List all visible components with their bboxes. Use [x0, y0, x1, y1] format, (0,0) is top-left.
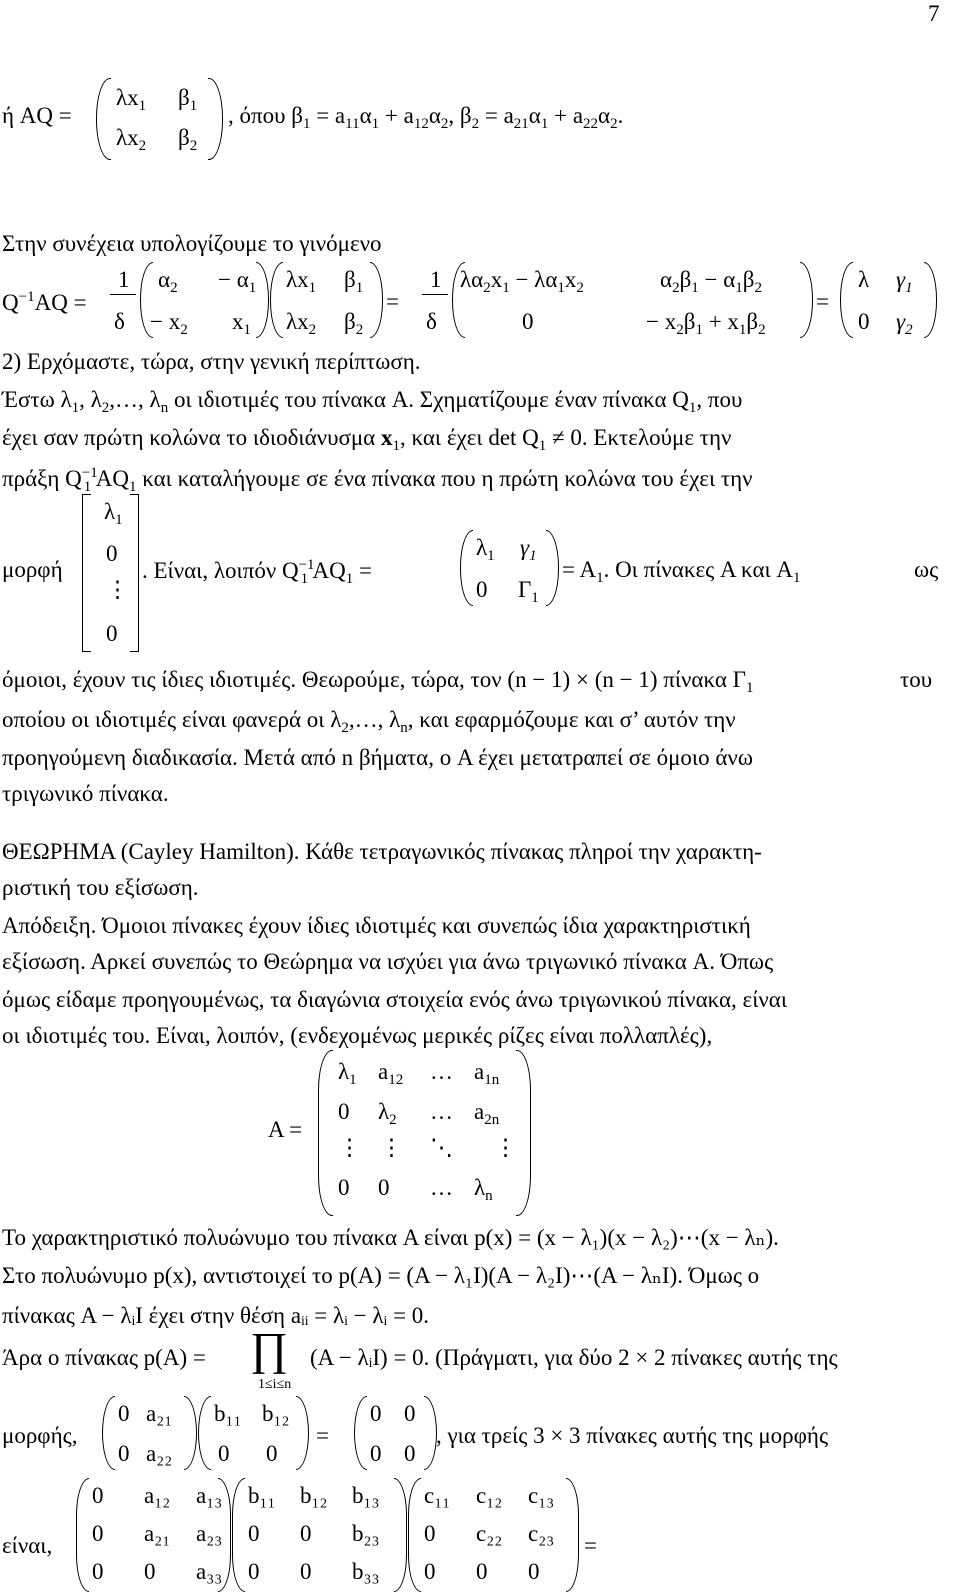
proof-2: εξίσωση. Αρκεί συνεπώς το Θεώρημα να ισχύει για άνω τριγωνικό πίνακα A. Όπως [2, 949, 774, 974]
theorem-end: ριστική του εξίσωση. [2, 875, 199, 900]
paren [370, 262, 383, 338]
cell: … [430, 1175, 453, 1200]
cell: $\gamma_1$ [896, 267, 913, 296]
cell: 0 [106, 621, 118, 646]
matrix-cell: 0 [476, 1559, 488, 1584]
morph-label: μορφή [2, 557, 63, 582]
cell: − $\alpha_1$ [218, 267, 257, 296]
cell: $\beta_1$ [344, 267, 364, 296]
eq-aq-rest: , όπου $\beta_1 = a_{11}\alpha_1 + a_{12}\alpha_2$, $\beta_2 = a_{21}\alpha_1 + a_{22}\alpha_2$. [228, 103, 624, 132]
cell: b₁₂ [262, 1401, 290, 1426]
frac-bar [110, 294, 136, 295]
para-product: Στην συνέχεια υπολογίζουμε το γινόμενο [2, 231, 382, 256]
paren [232, 1478, 245, 1592]
cell: 0 [338, 1175, 350, 1200]
matrix-cell: b₃₃ [352, 1559, 380, 1584]
bracket [130, 494, 139, 652]
prod-text: Άρα ο πίνακας p(A) = [2, 1345, 206, 1370]
frac-den: δ [426, 309, 437, 334]
para-general: 2) Ερχόμαστε, τώρα, στην γενική περίπτωση. [2, 349, 421, 374]
matrix-cell: 0 [300, 1559, 312, 1584]
cell: ⋮ [338, 1135, 361, 1160]
poly-a: Στο πολυώνυμο p(x), αντιστοιχεί το p(A) = (A − λ₁I)(A − λ₂I)⋯(A − λₙI). Όμως ο [2, 1263, 760, 1288]
cell: 0 [404, 1441, 416, 1466]
para-op: πράξη $Q^{-1}_1$ $AQ_1$ και καταλήγουμε σε ένα πίνακα που η πρώτη κολώνα του έχει την [2, 465, 753, 495]
matrix-pos: πίνακας A − λᵢI έχει στην θέση aᵢᵢ = λᵢ − λᵢ = 0. [2, 1303, 430, 1328]
matrix-cell: c₁₃ [528, 1483, 555, 1508]
cell: λ [858, 267, 870, 292]
paren [270, 262, 283, 338]
frac-den: δ [114, 309, 125, 334]
einai: είναι, [2, 1533, 53, 1558]
cell: ⋱ [430, 1135, 453, 1160]
frac-num: 1 [118, 267, 130, 292]
paren [408, 1478, 421, 1592]
cell: $a_{2n}$ [474, 1099, 500, 1128]
cell: a₂₁ [146, 1401, 173, 1426]
paren [394, 1478, 407, 1592]
morph2: μορφής, [2, 1423, 78, 1448]
cell: $\lambda_1$ [104, 499, 123, 528]
matrix-cell: 0 [424, 1521, 436, 1546]
cell: … [430, 1099, 453, 1124]
cell: 0 [404, 1401, 416, 1426]
paren-right [208, 78, 223, 160]
matrix-cell: 0 [300, 1521, 312, 1546]
cell: $\gamma_1$ [520, 535, 537, 564]
cell: $\lambda_1$ [338, 1059, 357, 1088]
cell: 0 [370, 1401, 382, 1426]
matrix-cell: c₁₁ [424, 1483, 451, 1508]
paren [256, 262, 269, 338]
paren [924, 262, 937, 338]
matrix-cell: 0 [92, 1521, 104, 1546]
cell: $a_{12}$ [378, 1059, 404, 1088]
cell: 0 [858, 309, 870, 334]
char-poly: Το χαρακτηριστικό πολυώνυμο του πίνακα A είναι p(x) = (x − λ₁)(x − λ₂)⋯(x − λₙ). [2, 1225, 779, 1250]
cell: $\gamma_2$ [896, 309, 913, 338]
matrix-cell: c₂₂ [476, 1521, 503, 1546]
prod-symbol: ∏ [250, 1323, 288, 1374]
paren [318, 1050, 333, 1216]
matrix-cell: b₁₃ [352, 1483, 380, 1508]
paren [840, 262, 853, 338]
cell: ⋮ [380, 1135, 403, 1160]
prod-range: 1≤i≤n [258, 1377, 292, 1392]
cell: $\lambda x_1$ [286, 267, 317, 296]
paren [566, 1478, 579, 1592]
m-b1: $\beta_1$ [178, 85, 198, 114]
cell: 0 [522, 309, 534, 334]
cell: ⋮ [494, 1135, 517, 1160]
paren [546, 530, 559, 606]
matrix-cell: a₃₃ [196, 1559, 223, 1584]
paren-left [96, 78, 111, 160]
cell: 0 [118, 1401, 130, 1426]
matrix-cell: 0 [248, 1559, 260, 1584]
m-b2: $\beta_2$ [178, 125, 198, 154]
para-let: Έστω $\lambda_1$, $\lambda_2,\dots$, $\lambda_n$ οι ιδιοτιμές του πίνακα A. Σχηματίζουμε έναν πίνακα $Q_1$, που [2, 387, 743, 416]
page-number: 7 [928, 1, 940, 26]
para-similar-end: του [900, 667, 933, 692]
para-similar: όμοιοι, έχουν τις ίδιες ιδιοτιμές. Θεωρούμε, τώρα, τον (n − 1) × (n − 1) πίνακα $\Gamma_1$ [2, 667, 754, 696]
cell: $\lambda_2$ [378, 1099, 397, 1128]
matrix-cell: a₁₂ [144, 1483, 171, 1508]
cell: $a_{1n}$ [474, 1059, 500, 1088]
cell: … [430, 1059, 453, 1084]
paren [460, 530, 473, 606]
eq-text2: = $A_1$. Οι πίνακες A και $A_1$ [562, 557, 801, 586]
matrix-cell: a₁₃ [196, 1483, 223, 1508]
matrix-cell: 0 [248, 1521, 260, 1546]
para-eigvec: έχει σαν πρώτη κολώνα το ιδιοδιάνυσμα $x_1$, και έχει $\det Q_1 \ne 0$. Εκτελούμε την [2, 425, 732, 454]
eq: = [386, 289, 399, 314]
matrix-cell: 0 [528, 1559, 540, 1584]
cell: 0 [338, 1099, 350, 1124]
cell: 0 [106, 541, 118, 566]
cell: − $x_2$ [150, 309, 188, 338]
eq: = [316, 1423, 329, 1448]
cell: 0 [266, 1441, 278, 1466]
cell: a₂₂ [146, 1441, 173, 1466]
paren [354, 1396, 367, 1470]
eq: = [584, 1533, 597, 1558]
paren [296, 1396, 309, 1470]
cell: 0 [118, 1441, 130, 1466]
cell: $\lambda_n$ [474, 1175, 493, 1204]
matrix-cell: 0 [92, 1483, 104, 1508]
cell: $\lambda_1$ [476, 535, 495, 564]
proof-1: Απόδειξη. Όμοιοι πίνακες έχουν ίδιες ιδιοτιμές και συνεπώς ίδια χαρακτηριστική [2, 913, 751, 938]
paren [102, 1396, 115, 1470]
cell: $\alpha_2\beta_1 - \alpha_1\beta_2$ [660, 267, 762, 296]
matrix-cell: c₂₃ [528, 1521, 555, 1546]
proof-3: όμως είδαμε προηγουμένως, τα διαγώνια στοιχεία ενός άνω τριγωνικού πίνακα, είναι [2, 987, 788, 1012]
cell: $x_1$ [232, 309, 251, 338]
para-triangular: τριγωνικό πίνακα. [2, 781, 169, 806]
eq-aq-lhs: ή AQ = [2, 103, 72, 128]
matrix-cell: a₂₁ [144, 1521, 171, 1546]
eq-text: . Είναι, λοιπόν $Q^{-1}_1$ $AQ_1$ = [142, 557, 373, 587]
para-whose: οποίου οι ιδιοτιμές είναι φανερά οι $\lambda_2,\dots$, $\lambda_n$, και εφαρμόζουμε και σ’ αυτόν την [2, 707, 736, 736]
cell: 0 [218, 1441, 230, 1466]
matrix-cell: b₂₃ [352, 1521, 380, 1546]
matrix-cell: c₁₂ [476, 1483, 503, 1508]
eq: = [816, 289, 829, 314]
cell: $\Gamma_1$ [518, 577, 539, 606]
matrix-cell: 0 [92, 1559, 104, 1584]
paren [76, 1478, 89, 1592]
paren [516, 1050, 531, 1216]
m-lx2: $\lambda x_2$ [116, 125, 147, 154]
matrix-a-lhs: A = [268, 1117, 303, 1142]
paren [800, 262, 813, 338]
matrix-cell: a₂₃ [196, 1521, 223, 1546]
cell: $\lambda\alpha_2x_1 - \lambda\alpha_1x_2$ [460, 267, 584, 296]
proof-4: οι ιδιοτιμές του. Είναι, λοιπόν, (ενδεχομένως μερικές ρίζες είναι πολλαπλές), [2, 1023, 713, 1048]
matrix-cell: b₁₁ [248, 1483, 276, 1508]
rest: , για τρείς 3 × 3 πίνακες αυτής της μορφής [436, 1423, 829, 1448]
matrix-cell: 0 [144, 1559, 156, 1584]
prod-rest: (A − λᵢI) = 0. (Πράγματι, για δύο 2 × 2 πίνακες αυτής της [310, 1345, 838, 1370]
cell: 0 [370, 1441, 382, 1466]
cell: b₁₁ [214, 1401, 242, 1426]
cell: ⋮ [106, 577, 129, 602]
paren [184, 1396, 197, 1470]
os: ως [914, 557, 939, 582]
frac-num: 1 [430, 267, 442, 292]
matrix-cell: 0 [424, 1559, 436, 1584]
cell: 0 [476, 577, 488, 602]
cell: $\lambda x_2$ [286, 309, 317, 338]
q-inv: $Q^{-1}AQ$ = [2, 289, 87, 315]
frac-bar [422, 294, 448, 295]
para-previous: προηγούμενη διαδικασία. Μετά από n βήματα, ο A έχει μετατραπεί σε όμοιο άνω [2, 745, 753, 770]
matrix-cell: b₁₂ [300, 1483, 328, 1508]
bracket [82, 494, 91, 652]
cell: 0 [378, 1175, 390, 1200]
cell: − $x_2\beta_1 + x_1\beta_2$ [646, 309, 766, 338]
theorem: ΘΕΩΡΗΜΑ (Cayley Hamilton). Κάθε τετραγωνικός πίνακας πληροί την χαρακτη- [2, 839, 762, 864]
m-lx1: $\lambda x_1$ [116, 85, 147, 114]
paren [198, 1396, 211, 1470]
cell: $\alpha_2$ [158, 267, 178, 296]
cell: $\beta_2$ [344, 309, 364, 338]
